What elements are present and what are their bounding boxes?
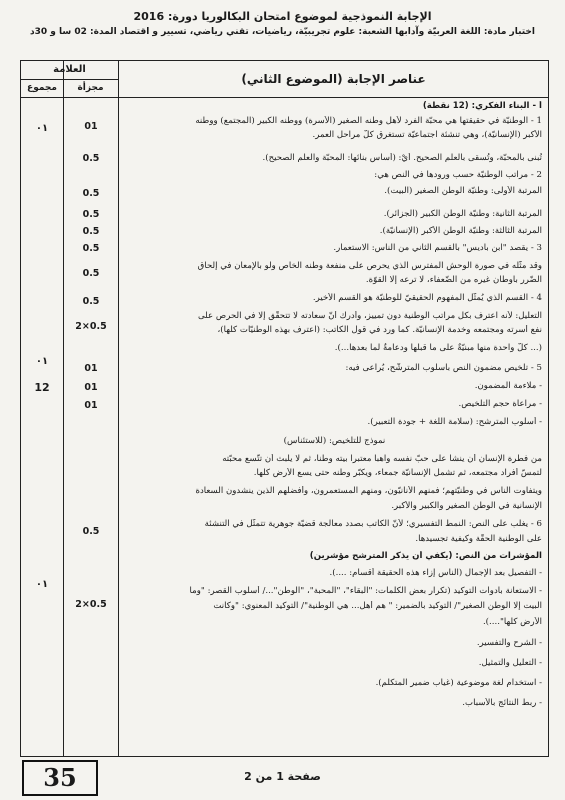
answer-line: - استخدام لغة موضوعية (غياب ضمير المتكلم). (375, 678, 542, 688)
answer-line: 5 - تلخيص مضمون النص بأسلوب المترشّح، يُراعى فيه: (345, 363, 542, 373)
answer-line: - الشرح والتفسير. (476, 638, 542, 648)
answer-line: الأرض كلّها"....). (482, 617, 542, 627)
document-subtitle: اختبار مادة: اللغة العربيّة وآدابها الشعبة: علوم تجريبيّة، رياضيات، تقني رياضي، تسيير و اقتصاد المدة: 02 سا و 30د (29, 27, 535, 37)
answer-line: الإنسانية في الوطن الصغير والكبير والأكبر. (391, 501, 542, 511)
partial-mark: 0.5 (82, 243, 100, 254)
answer-line: المرتبة الثالثة: وطنيّة الوطن الأكبر (الإنسانيّة). (379, 226, 542, 236)
answer-line: - ربط النتائج بالأسباب. (462, 698, 542, 708)
main-total-mark: 12 (34, 381, 50, 394)
answer-line: المرتبة الأولى: وطنيّة الوطن الصغير (البيت). (384, 186, 542, 196)
answer-line: نموذج للتلخيص: (للاستئناس) (283, 436, 386, 446)
total-mark: ٠١ (35, 356, 49, 367)
answer-line: - التعليل والتمثيل. (478, 658, 542, 668)
answer-line: (... كلّ واحدة منها مبنيّةٌ على ما قبلها ودعامةٌ لما بعدها...). (334, 343, 542, 353)
answer-line: المؤشرات من النص: (يكفي أن يذكر المترشح مؤشرين) (309, 551, 542, 561)
answer-line: تُبنى بالمحبّة، وتُسقى بالعلم الصحيح. أيْ: (أساس بنائها: المحبّة والعلم الصحيح). (262, 153, 542, 163)
partial-mark: 2×0.5 (75, 321, 107, 332)
partial-mark: 01 (84, 121, 98, 132)
page-box: 35 (22, 760, 98, 796)
partial-mark: 01 (84, 400, 98, 411)
answer-line: - الاستعانة بأدوات التوكيد (تكرار بعض الكلمات: "البقاء"، "المحبة"، "الوطن".../ أسلوب القصر: "وما (189, 586, 542, 596)
partial-mark: 0.5 (82, 226, 100, 237)
answer-line: وقد مثّله في صورة الوحش المفترس الذي يحرص على منفعة وطنه الخاص ولو بالإمعان في إلحاق (197, 261, 542, 271)
answer-line: البيت إلا الوطن الصغير"/ التوكيد بالضمير: " هم أهل... هي الوطنية"/ التوكيد المعنوي: "وكانت (213, 601, 542, 611)
partial-mark: 0.5 (82, 209, 100, 220)
answer-line: ويتفاوت الناس في وطنيّتهم؛ فمنهم الأنانيّون، ومنهم المستعمرون، وأفضلهم الذين ينشدون السعادة (195, 486, 542, 496)
answer-line: التعليل: لأنه اعترف بكل مراتب الوطنية دون تمييز، وأدرك أنّ سعادته لا تتحقّق إلا في الحرص على (197, 311, 542, 321)
partial-mark: 0.5 (82, 153, 100, 164)
answer-line: - ملاءمة المضمون. (474, 381, 542, 391)
total-header: مجموع (27, 83, 57, 93)
grade-subheader (21, 79, 118, 98)
document-header (20, 10, 545, 37)
partial-mark: 01 (84, 382, 98, 393)
total-mark: ٠١ (35, 579, 49, 590)
answer-line: - التفصيل بعد الإجمال (الناس إزاء هذه الحقيقة أقسام: ....). (329, 568, 542, 578)
partial-mark: 01 (84, 363, 98, 374)
section-title: أ - البناء الفكري: (12 نقطة) (422, 101, 542, 111)
answer-table (20, 60, 549, 757)
partial-mark: 0.5 (82, 268, 100, 279)
answer-line: - مراعاة حجم التلخيص. (458, 399, 542, 409)
total-grade-column (21, 61, 63, 756)
answer-line: 2 - مراتب الوطنيّة حسب ورودها في النص هي: (374, 170, 542, 180)
partial-mark: 2×0.5 (75, 599, 107, 610)
grade-header: العلامة (21, 61, 118, 80)
total-mark: ٠١ (35, 123, 49, 134)
answer-line: الأكبر (الإنسانيّة)، وهي تنشئة اجتماعيّة تستغرق كلّ مراحل العمر. (312, 130, 542, 140)
content-header: عناصر الإجابة (الموضوع الثاني) (119, 61, 548, 98)
answer-line: المرتبة الثانية: وطنيّة الوطن الكبير (الجزائر). (383, 209, 542, 219)
page-number: صفحة 1 من 2 (244, 770, 321, 783)
answer-line: نفع أسرته ومجتمعه وخدمة الإنسانيّة. كما ورد في قول الكاتب: (اعترف بهذه الوطنيّات كلّها)، (217, 325, 542, 335)
partial-mark: 0.5 (82, 188, 100, 199)
answer-line: 1 - الوطنيّة في حقيقتها هي محبّة الفرد لأهل وطنه الصغير (الأسرة) ووطنه الكبير (المجتمع) ووطنه (195, 116, 542, 126)
answer-line: - أسلوب المترشح: (سلامة اللغة + جودة التعبير). (367, 417, 542, 427)
answer-line: 6 - يغلب على النص: النمط التفسيري؛ لأنّ الكاتب بصدد معالجة قضيّة جوهرية تتمثّل في التنشئة (204, 519, 542, 529)
answer-line: 4 - القسم الذي يُمثّل المفهوم الحقيقيّ للوطنيّة هو القسم الأخير. (312, 293, 542, 303)
answer-line: الضّرر بأوطان غيره من الضّعفاء، لا ترعه إلا القوّة. (365, 275, 542, 285)
answer-line: 3 - يقصد "ابن باديس" بالقسم الثاني من الناس: الاستعمار. (333, 243, 542, 253)
part-header: مجزأة (77, 83, 104, 93)
document-title: الإجابة النموذجية لموضوع امتحان البكالوريا دورة: 2016 (133, 10, 432, 23)
partial-mark: 0.5 (82, 526, 100, 537)
partial-mark: 0.5 (82, 296, 100, 307)
answer-line: على الوطنية الحقّة وكيفية تجسيدها. (415, 534, 542, 544)
answer-line: من فطرة الإنسان أن ينشأ على حبّ نفسه واهباً معتبراً بيته وطناً، ثم لا يلبث أن تتّسع محبّته (222, 454, 542, 464)
answer-line: لتمسّ أفراد مجتمعه، ثم تشمل الإنسانيّة جمعاء، ويكبّر وطنه حتى يسع الأرض كلها. (253, 468, 542, 478)
